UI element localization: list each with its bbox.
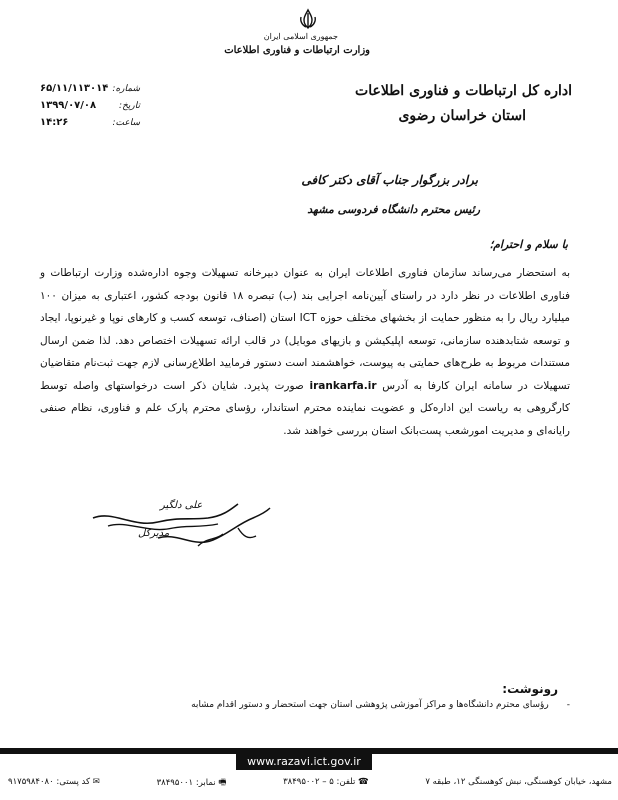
department-title: اداره کل ارتباطات و فناوری اطلاعات <box>355 83 572 99</box>
footer-postal-group <box>8 777 100 791</box>
phone-icon: ☎ <box>358 777 369 787</box>
footer-fax-group <box>157 777 227 791</box>
time-label: ساعت: <box>112 117 140 128</box>
number-row <box>40 80 140 97</box>
date-row <box>40 97 140 114</box>
letter-meta <box>40 80 140 131</box>
cc-item <box>191 700 570 710</box>
letter-body <box>40 262 570 442</box>
cc-title: رونوشت: <box>502 682 558 696</box>
letter-time: ۱۴:۲۶ <box>40 117 69 128</box>
cc-item-bullet: - <box>566 700 570 710</box>
signer-name: علی دلگیر <box>160 500 203 511</box>
letter-number: ۶۵/۱۱/۱۱۳۰۱۴ <box>40 83 109 94</box>
body-part-2: صورت پذیرد. شایان ذکر است درخواستهای واصله توسط کارگروهی به ریاست این اداره‌کل و عضویت نماینده محترم استاندار، رؤسای محترم پارک علم و فناوری، نظام صنفی رایانه‌ای و مدیریت امورشعب پست‌بانک استان بررسی خواهند شد. <box>40 379 570 437</box>
footer-postal: کد پستی: ۹۱۷۵۹۸۴۰۸۰ <box>8 777 91 787</box>
footer-phone-group <box>283 777 369 791</box>
number-label: شماره: <box>112 83 140 94</box>
date-label: تاریخ: <box>119 100 140 111</box>
body-website-link[interactable]: irankarfa.ir <box>309 379 377 392</box>
mail-icon: ✉ <box>92 777 100 787</box>
ministry-name: وزارت ارتباطات و فناوری اطلاعات <box>224 45 370 56</box>
footer-contact <box>8 777 612 791</box>
province-title: استان خراسان رضوی <box>398 108 526 124</box>
footer-fax: نمابر: ۳۸۴۹۵۰۰۱ <box>156 778 216 788</box>
fax-icon: 🖷 <box>218 778 227 788</box>
footer-website[interactable]: www.razavi.ict.gov.ir <box>236 752 372 770</box>
letter-date: ۱۳۹۹/۰۷/۰۸ <box>40 100 97 111</box>
cc-item-text: رؤسای محترم دانشگاه‌ها و مراکز آموزشی پژوهشی استان جهت استحضار و دستور اقدام مشابه <box>191 700 549 710</box>
signer-role: مدیرکل <box>138 528 170 539</box>
recipient-title: رئیس محترم دانشگاه فردوسی مشهد <box>307 203 480 216</box>
salutation: با سلام و احترام؛ <box>489 238 568 251</box>
republic-name: جمهوری اسلامی ایران <box>263 32 338 41</box>
time-row <box>40 114 140 131</box>
body-part-1: به استحضار می‌رساند سازمان فناوری اطلاعات ایران به عنوان دبیرخانه تسهیلات وجوه اداره‌شده وزارت ارتباطات و فناوری اطلاعات در نظر دارد در راستای آیین‌نامه اجرایی بند (ب) تبصره ۱۸ قانون بودجه کشور، اعتباری به میزان ۱۰۰ میلیارد ریال را به منظور حمایت از بخشهای مختلف حوزه ICT استان (اصناف، توسعه کسب و کارهای نوپا و غیرنوپا، ایجاد و توسعه شتابدهنده سازمانی، توسعه اپلیکیشن و بازیهای موبایل) در قالب ارائه تسهیلات اختصاص دهد. لذا ضمن ارسال مستندات مربوط به طرح‌های حمایتی به پیوست، خواهشمند است دستور فرمایید اطلاع‌رسانی لازم جهت ثبت‌نام متقاضیان تسهیلات در سامانه ایران کارفا به آدرس <box>40 267 571 392</box>
iran-emblem-icon <box>297 8 319 30</box>
footer-address: مشهد، خیابان کوهسنگی، نبش کوهسنگی ۱۲، طبقه ۷ <box>425 777 612 787</box>
footer-phone: تلفن: ۵ – ۳۸۴۹۵۰۰۲ <box>283 777 356 787</box>
recipient-name: برادر بزرگوار جناب آقای دکتر کافی <box>301 173 478 187</box>
